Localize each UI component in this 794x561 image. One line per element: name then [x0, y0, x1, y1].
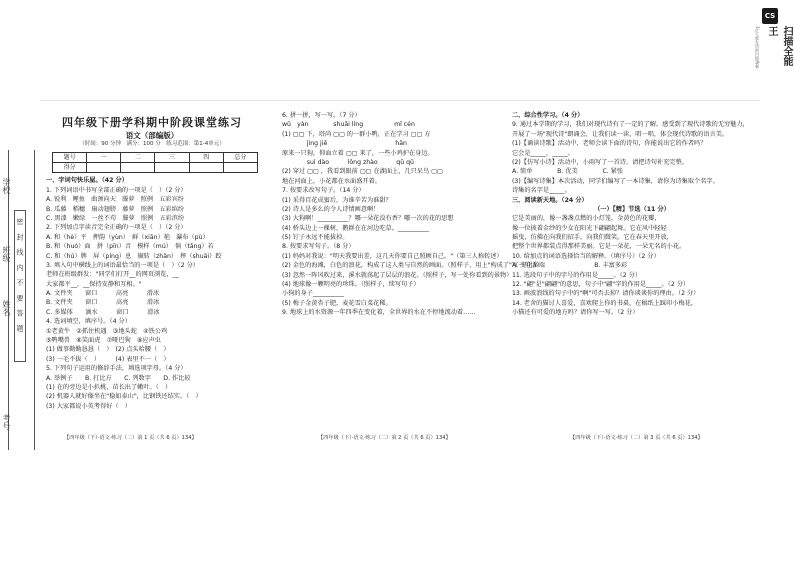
exam-text-line: (3) 大狗啊！__________？哪一朵花没有香？哪一次的花的思想 [282, 215, 454, 223]
exam-text-line: (1) 妈妈对我说："明天我要出差，这几天你要自己照顾自己。"（第三人称转述） [282, 252, 503, 260]
exam-text-line: 摇曳，仿佛在向我们招手，向我们微笑。它在春天里开放， [512, 234, 673, 242]
exam-text-line: C. 和（hú）牌 屏（píng）息 辗转（zhǎn） 摔（shuāi）跤 [46, 252, 222, 260]
exam-text-line: (5) 梅子金黄杏子肥，麦花雪白菜花稀。 [282, 299, 392, 307]
exam-text-line: B. 文件夹 窗口 高亮 滑冰 [46, 299, 160, 307]
exam-text-line: 13. 画波浪线的句子中的"啊"可否去掉？请你谈谈你的理由。（2 分） [512, 290, 700, 298]
exam-text-line: (2)【仿写小诗】活动中，小雨写了一首诗，请把诗句补充完整。 [512, 158, 688, 166]
exam-text-line: A. 举例子 B. 打比方 C. 列数字 D. 作比较 [46, 374, 191, 382]
exam-text-line: 9. 通过本学期的学习，我们对现代诗有了一定的了解。感受到了现代诗歌的无穷魅力， [512, 121, 749, 129]
exam-text-line: A. 文件夹 窗口 高亮 滑冰 [46, 290, 160, 298]
score-header-cell: 总分 [223, 153, 257, 163]
exam-subtitle: 语文（部编版） [125, 130, 179, 140]
exam-text-line: (1) 在的旁边是小扒桃，苗长出了嫩叶。（ ） [46, 383, 172, 391]
binding-seal-line: 密 封 线 内 不 要 答 题 [16, 218, 24, 335]
exam-text-line: （一）【精】节选（11 分） [594, 205, 670, 213]
binding-line-inner [34, 150, 35, 450]
exam-text-line: 3. 填入句中横线上的词语最恰当的一项是（ ）（2 分） [46, 261, 199, 269]
exam-text-line: A. 和（hè）平 押韵（yùn） 鲜（xiān）艳 瀑布（pù） [46, 233, 209, 241]
exam-text-line: 老师在班级群发："同学们打开__的网页浏览，__ [46, 271, 179, 279]
exam-text-line: 大家都平__，__保持安静和互相。" [46, 280, 142, 288]
exam-title: 四年级下册学科期中阶段课堂练习 [62, 116, 242, 129]
page-1-body [46, 177, 258, 412]
score-cell [155, 163, 189, 173]
score-cell [189, 163, 223, 173]
score-table [52, 152, 258, 173]
exam-text-line: (3) 忽然一阵风吹过来，溪水就荡起了层层的浪花。（照样子，写一处你看到的景物） [282, 271, 513, 279]
scanner-logo-icon: CS [762, 8, 778, 24]
exam-text-line: 10. 给加点的词语选择恰当的解释。（填序号）（2 分） [512, 252, 660, 260]
exam-text-line: (2) 金色的海滩，白色的浪花，构成了这人类与自然的画面。（照样子，用上"构成了"写一句话） [282, 262, 543, 270]
exam-text-line: 9. 地球上的水资源一年四季在变化着，全世界的水在不停地流动着…… [282, 309, 476, 317]
score-cell [87, 163, 121, 173]
exam-text-line: ①老黄牛 ②抓住机遇 ③地头蛇 ④铁公鸡 [46, 327, 168, 335]
binding-school-label: 学校 [2, 178, 11, 194]
exam-text-line: 原来一只狗，仰面立着 ▢▢ 来了，一些小鸡护在身边。 [282, 149, 434, 157]
top-border [40, 100, 760, 101]
exam-note: （时间：90 分钟 满分：100 分 练习范围：第1-4单元） [79, 140, 225, 147]
exam-text-line: ⑤鸭嘴兽 ⑥笑面虎 ⑦哑巴狗 ⑧应声虫 [46, 337, 161, 345]
exam-text-line: B. 瓜藤 稻穗 扇动翅膀 藤萝 照例 五彩缤纷 [46, 205, 185, 213]
exam-text-line: A. 变化多端 B. 丰富多彩 [512, 262, 628, 270]
exam-text-line: 8. 按要求写句子。（8 分） [282, 243, 355, 251]
binding-class-label: 班级 [2, 246, 11, 262]
exam-text-line: 像一位披着金纱的少女在阳光下翩翩起舞。它在风中轻轻 [512, 224, 667, 232]
score-header-cell: 题号 [53, 153, 87, 163]
page-2-footer: 【四年级（下）·语文·练习（二）第 2 页（共 6 页）134】 [318, 435, 451, 441]
exam-text-line: 12. "翩"是"翩翩"的意思，句子中"翩"字的作用是_____。（2 分） [512, 281, 690, 289]
exam-text-line: (4) 地球像一颗明亮的珍珠。（照样子，续写句子） [282, 281, 420, 289]
exam-text-line: (2) 机器人就好像坐在"稳如泰山"，比钢铁还结实。（ ） [46, 393, 202, 401]
scanner-brand-name: 扫描全能王 [766, 26, 792, 66]
exam-text-line: (4) 桥头边上一棵树，鹅群在在河边吃草。__________ [282, 224, 429, 232]
exam-text-line: 它是美丽的，像一盏盏点燃的小灯笼，金黄色的花瓣， [512, 215, 661, 223]
exam-text-line: (1) ▢▢ 下，塔尚 ▢▢ 的一群小鸭，正在学习 ▢▢ 方 [282, 130, 431, 138]
column-page-3 [512, 112, 752, 319]
exam-text-line: suì dào lǒng zhào qǔ qǔ [282, 158, 414, 166]
score-cell [223, 163, 257, 173]
score-table-header-row [53, 153, 258, 163]
exam-text-line: 5. 下列句子运用的修辞手法，填选项字母。（4 分） [46, 365, 187, 373]
exam-text-line: jìng jiē hān [282, 140, 407, 148]
exam-text-line: 1. 下列词语中书写全部正确的一项是（ ）（2 分） [46, 186, 187, 194]
binding-exam-no-label: 考号 [2, 414, 11, 430]
exam-text-line: A. 锐利 鲤鱼 曲颈向天 滕萝 照例 五彩宾纷 [46, 196, 184, 204]
exam-text-line: 二、综合性学习。（4 分） [512, 112, 584, 119]
exam-text-line: 14. 老舍的猫讨人喜爱，喜欢爬上你的书桌，在稿纸上踩印小梅花， [512, 299, 698, 307]
score-table-row [53, 163, 258, 173]
exam-text-line: 4. 选词填空，填序号。（4 分） [46, 318, 131, 326]
exam-text-line: 一、字词句快乐屋。（42 分） [46, 177, 128, 185]
exam-text-line: (2) 穿过 ▢▢ ，我看到眼前 ▢▢ 在湖面上，几只呆鸟 ▢▢ [282, 168, 443, 176]
exam-text-line: (5) 钉子永远不能拔掉。 [282, 234, 349, 242]
exam-text-line: (3) 一毛不拔（ ） (4) 表里不一（ ） [46, 355, 170, 363]
exam-text-line: 地在河面上，小花都在水面盛开着。 [282, 177, 381, 185]
exam-text-line: (3) 大家都说小英考得好（ ） [46, 402, 131, 410]
score-header-cell: 二 [121, 153, 155, 163]
exam-text-line: 2. 下列加点字读音完全正确的一项是（ ）（2 分） [46, 224, 187, 232]
score-header-cell: 一 [87, 153, 121, 163]
exam-text-line: C. 黑漆 嫩绿 一丝不苟 滕萝 照例 五彩滨纷 [46, 214, 185, 222]
exam-text-line: 小猫还有可爱的地方吗？请你写一写。（2 分） [512, 309, 639, 317]
exam-text-line: 小狗的身子__________ [282, 290, 344, 298]
binding-name-label: 姓名 [2, 300, 11, 316]
exam-text-line: 开展了一场"现代诗"朗诵会，让我们读一读，唱一唱，体会现代诗歌的语言美。 [512, 130, 729, 138]
exam-text-line: (2) 诗人是多么的令人诗情画意啊！ [282, 205, 380, 213]
page-1-footer: 【四年级（下）·语文·练习（二）第 1 页（共 6 页）134】 [64, 435, 197, 441]
exam-text-line: B. 和（huó）面 拼（pīn）音 模样（mú） 倘（tǎng）若 [46, 243, 214, 251]
exam-text-line: (1) 采得百花成蜜后，为谁辛苦为谁甜？ [282, 196, 392, 204]
exam-text-line: 11. 选段句子中的字号的作用是_____。（2 分） [512, 271, 642, 279]
exam-text-line: (1) 做事勤勤恳恳（ ） (2) 点头哈腰（ ） [46, 346, 170, 354]
exam-text-line: A. 简单 B. 优美 C. 紧张 [512, 168, 624, 176]
exam-text-line: (1)【诵读诗歌】活动中，老师会读下面的诗句，你能说出它的作者吗？ [512, 140, 707, 148]
exam-text-line: (3)【编写诗集】本次活动，同学们编写了一本诗集，请你为诗集取个名字。 [512, 177, 719, 185]
exam-text-line: 7. 按要求改写句子。（14 分） [282, 187, 365, 195]
score-cell [121, 163, 155, 173]
score-row-label: 得分 [53, 163, 87, 173]
exam-text-line: C. 多媒体 滴水 窗口 滑冰 [46, 308, 160, 316]
page-3-body [512, 112, 752, 319]
column-page-1 [46, 104, 258, 412]
exam-text-line: 把整个世界都装点得那样美丽。它是一朵花，一朵无名的小花。 [512, 243, 686, 251]
scanner-watermark [755, 8, 792, 72]
page-3-footer: 【四年级（下）·语文·练习（二）第 3 页（共 6 页）134】 [570, 435, 703, 441]
scanner-brand-sub: 3亿人都在用的扫描App [755, 26, 760, 69]
score-header-cell: 四 [189, 153, 223, 163]
exam-text-line: 诗集的名字是_____。 [512, 187, 571, 195]
exam-text-line: 三、阅读新天地。（24 分） [512, 196, 588, 204]
exam-text-line: 6. 拼一拼，写一写。（7 分） [282, 112, 361, 119]
exam-text-line: 它会是_____，_____。 [512, 149, 574, 157]
exam-text-line: wǔ yàn shuǎi líng mǐ cén [282, 121, 415, 129]
score-header-cell: 三 [155, 153, 189, 163]
